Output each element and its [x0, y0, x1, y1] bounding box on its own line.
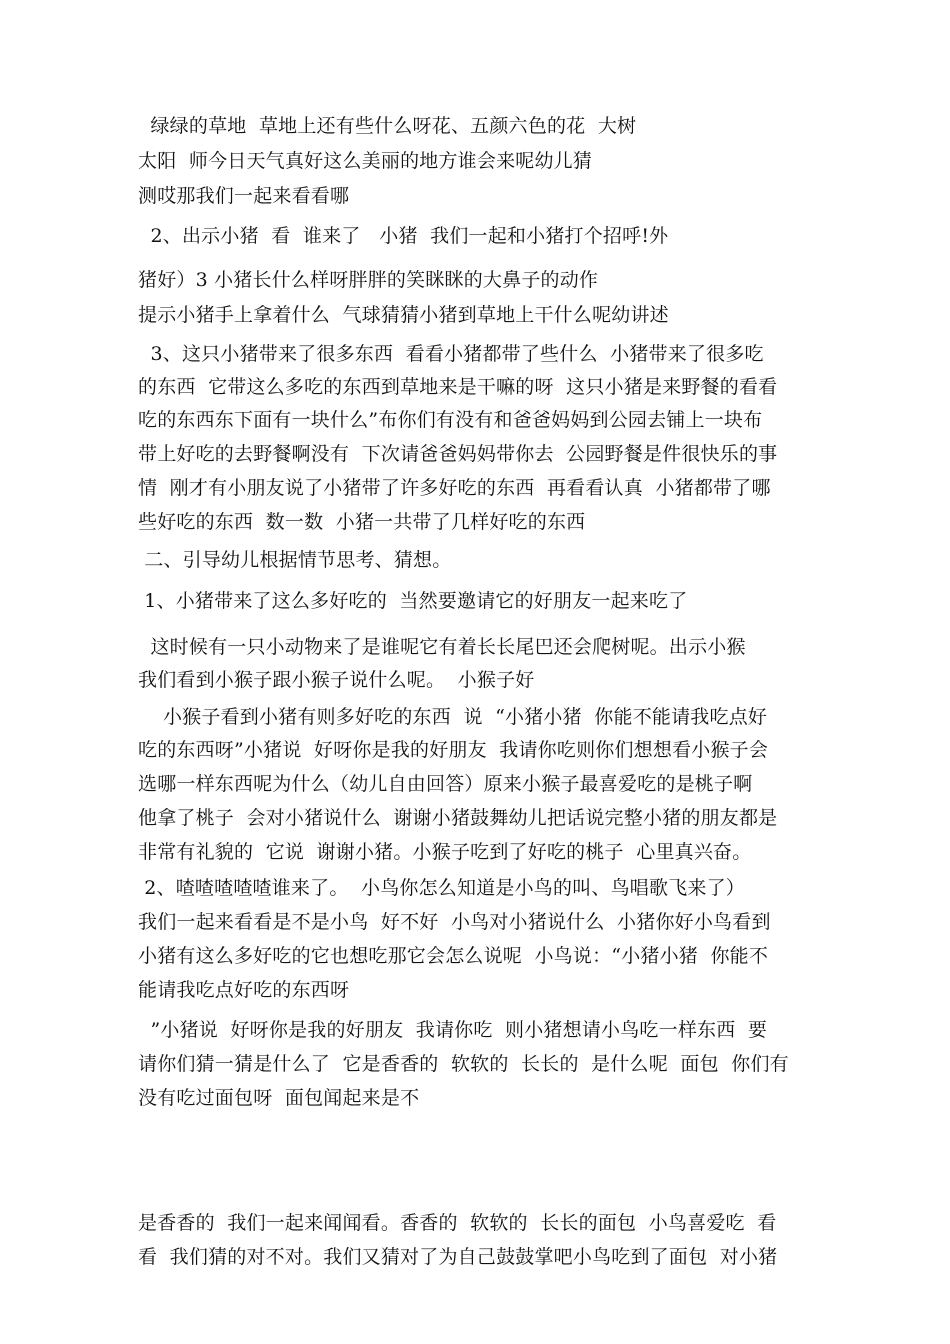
text-line: 这时候有一只小动物来了是谁呢它有着长长尾巴还会爬树呢。出示小猴 [138, 636, 746, 658]
text-line: 选哪一样东西呢为什么（幼儿自由回答）原来小猴子最喜爱吃的是桃子啊 [138, 773, 753, 795]
text-line: ”小猪说 好呀你是我的好朋友 我请你吃 则小猪想请小鸟吃一样东西 要 [138, 1019, 768, 1041]
text-line: 吃的东西东下面有一块什么”布你们有没有和爸爸妈妈到公园去铺上一块布 [138, 409, 763, 431]
text-line: 他拿了桃子 会对小猪说什么 谢谢小猪鼓舞幼儿把话说完整小猪的朋友都是 [138, 807, 778, 829]
text-line: 情 刚才有小朋友说了小猪带了许多好吃的东西 再看看认真 小猪都带了哪 [138, 477, 771, 499]
text-line: 猪好）3 小猪长什么样呀胖胖的笑眯眯的大鼻子的动作 [138, 269, 599, 291]
text-line: 的东西 它带这么多吃的东西到草地来是干嘛的呀 这只小猪是来野餐的看看 [138, 376, 778, 398]
text-line: 我们看到小猴子跟小猴子说什么呢。 小猴子好 [138, 669, 535, 691]
text-line: 非常有礼貌的 它说 谢谢小猪。小猴子吃到了好吃的桃子 心里真兴奋。 [138, 841, 752, 863]
text-line: 3、这只小猪带来了很多东西 看看小猪都带了些什么 小猪带来了很多吃 [138, 343, 764, 365]
section-heading: 二、引导幼儿根据情节思考、猜想。 [138, 549, 452, 571]
text-line: 我们一起来看看是不是小鸟 好不好 小鸟对小猪说什么 小猪你好小鸟看到 [138, 911, 771, 933]
text-line: 小猪有这么多好吃的它也想吃那它会怎么说呢 小鸟说：“小猪小猪 你能不 [138, 945, 769, 967]
text-line: 没有吃过面包呀 面包闻起来是不 [138, 1087, 420, 1109]
text-line: 提示小猪手上拿着什么 气球猜猜小猪到草地上干什么呢幼讲述 [138, 304, 669, 326]
text-line: 能请我吃点好吃的东西呀 [138, 979, 350, 1001]
text-line: 些好吃的东西 数一数 小猪一共带了几样好吃的东西 [138, 511, 586, 533]
text-line: 小猴子看到小猪有则多好吃的东西 说 “小猪小猪 你能不能请我吃点好 [138, 706, 768, 728]
text-line: 测哎那我们一起来看看哪 [138, 185, 350, 207]
text-line: 2、出示小猪 看 谁来了 小猪 我们一起和小猪打个招呼!外 [138, 225, 669, 247]
text-line: 1、小猪带来了这么多好吃的 当然要邀请它的好朋友一起来吃了 [138, 590, 688, 612]
text-line: 吃的东西呀”小猪说 好呀你是我的好朋友 我请你吃则你们想想看小猴子会 [138, 739, 769, 761]
text-line: 请你们猜一猜是什么了 它是香香的 软软的 长长的 是什么呢 面包 你们有 [138, 1053, 789, 1075]
text-line: 是香香的 我们一起来闻闻看。香香的 软软的 长长的面包 小鸟喜爱吃 看 [138, 1212, 777, 1234]
text-line: 2、喳喳喳喳喳谁来了。 小鸟你怎么知道是小鸟的叫、鸟唱歌飞来了） [138, 877, 746, 899]
text-line: 看 我们猜的对不对。我们又猜对了为自己鼓鼓掌吧小鸟吃到了面包 对小猪 [138, 1246, 778, 1268]
text-line: 太阳 师今日天气真好这么美丽的地方谁会来呢幼儿猜 [138, 150, 593, 172]
text-line: 绿绿的草地 草地上还有些什么呀花、五颜六色的花 大树 [138, 115, 637, 137]
text-line: 带上好吃的去野餐啊没有 下次请爸爸妈妈带你去 公园野餐是件很快乐的事 [138, 443, 778, 465]
